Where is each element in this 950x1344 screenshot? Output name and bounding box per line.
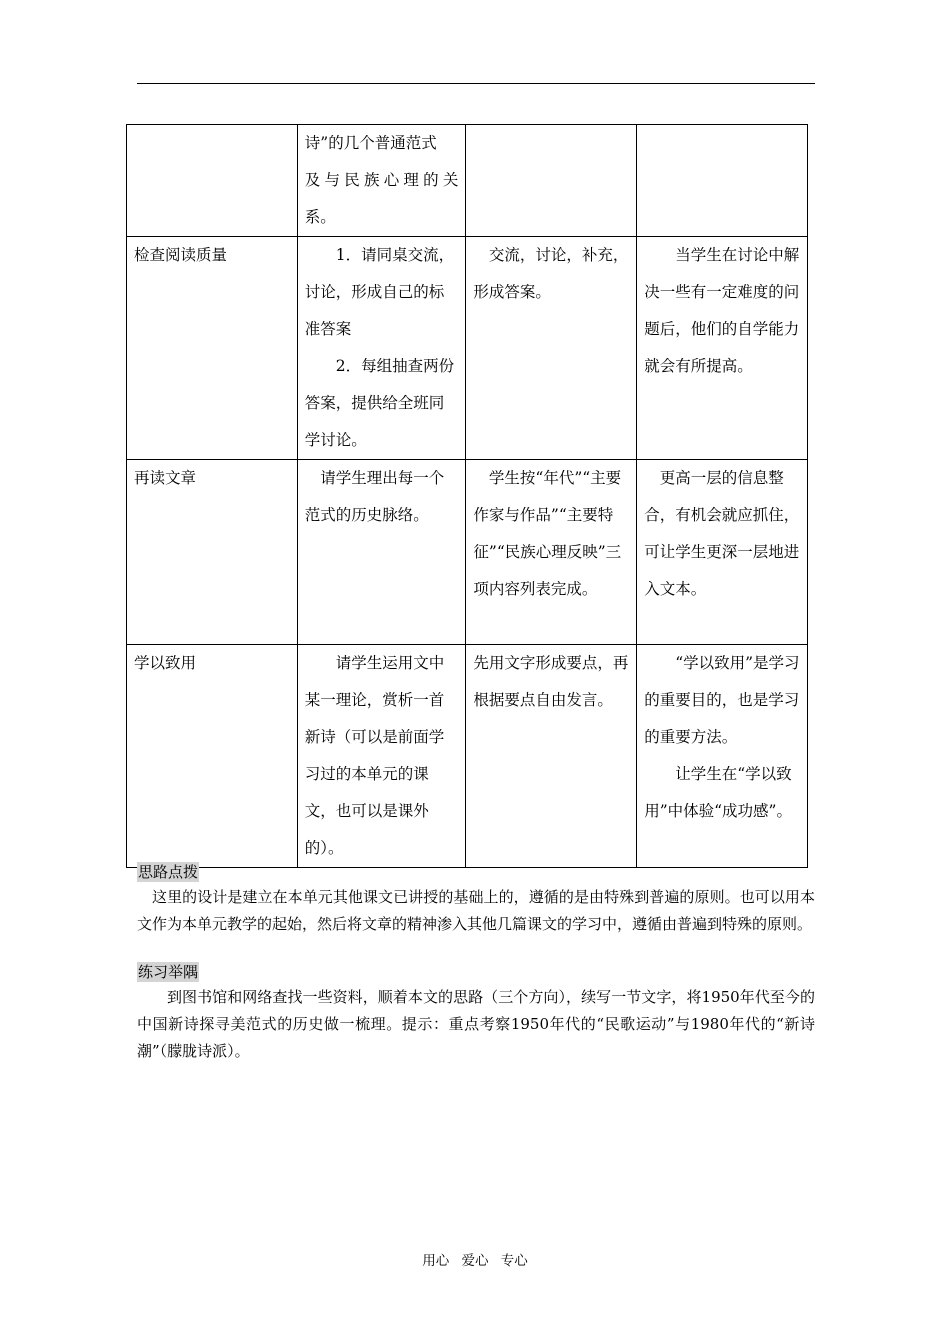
section-heading-practice: 练习举隅 bbox=[138, 963, 199, 981]
table-row bbox=[127, 645, 808, 868]
cell-text: “学以致用”是学习的重要目的，也是学习的重要方法。 bbox=[644, 654, 800, 746]
cell-text: 让学生在“学以致用”中体验“成功感”。 bbox=[644, 765, 792, 820]
table-row bbox=[127, 460, 808, 645]
table-cell-label bbox=[127, 125, 298, 237]
table-cell-activity bbox=[297, 645, 466, 868]
row-label: 检查阅读质量 bbox=[134, 246, 228, 264]
table-cell-student bbox=[466, 237, 637, 460]
row-label: 再读文章 bbox=[134, 469, 197, 487]
table-cell-label bbox=[127, 237, 298, 460]
table-cell-student bbox=[466, 125, 637, 237]
table-cell-label bbox=[127, 460, 298, 645]
header-rule bbox=[137, 83, 815, 84]
lesson-plan-table bbox=[126, 124, 808, 868]
section-text-practice: 到图书馆和网络查找一些资料，顺着本文的思路（三个方向），续写一节文字，将1950年代至今的中国新诗探寻美范式的历史做一梳理。提示：重点考察1950年代的“民歌运动”与1980年代的“新诗潮”（朦胧诗派）。 bbox=[137, 988, 815, 1060]
table-cell-student bbox=[466, 645, 637, 868]
table-row bbox=[127, 125, 808, 237]
cell-text: 请学生理出每一个范式的历史脉络。 bbox=[304, 469, 445, 524]
table-cell-activity bbox=[297, 125, 466, 237]
table-cell-activity bbox=[297, 460, 466, 645]
section-text-thinking: 这里的设计是建立在本单元其他课文已讲授的基础上的，遵循的是由特殊到普遍的原则。也可以用本文作为本单元教学的起始，然后将文章的精神渗入其他几篇课文的学习中，遵循由普遍到特殊的原则。 bbox=[137, 888, 815, 933]
cell-text: 1．请同桌交流， bbox=[335, 246, 455, 264]
row-label: 学以致用 bbox=[134, 654, 197, 672]
cell-text: 请学生运用文中某一理论，赏析一首新诗（可以是前面学习过的本单元的课文，也可以是课外的）。 bbox=[304, 654, 445, 857]
cell-text: 当学生在讨论中解决一些有一定难度的问题后，他们的自学能力就会有所提高。 bbox=[644, 246, 800, 375]
table-cell-label bbox=[127, 645, 298, 868]
table-cell-student bbox=[466, 460, 637, 645]
cell-text: 2．每组抽查两份答案，提供给全班同学讨论。 bbox=[304, 357, 455, 449]
page-footer: 用心 爱心 专心 bbox=[422, 1253, 528, 1269]
cell-text: 更高一层的信息整合，有机会就应抓住，可让学生更深一层地进入文本。 bbox=[644, 469, 800, 598]
table-cell-note bbox=[637, 237, 808, 460]
table-cell-activity bbox=[297, 237, 466, 460]
table-cell-note bbox=[637, 125, 808, 237]
cell-text: 讨论，形成自己的标准答案 bbox=[304, 283, 445, 338]
cell-text: 系。 bbox=[304, 208, 336, 226]
table-cell-note bbox=[637, 460, 808, 645]
cell-text: 及与民族心理的关 bbox=[304, 171, 459, 189]
table-cell-note bbox=[637, 645, 808, 868]
cell-text: 交流，讨论，补充，形成答案。 bbox=[473, 246, 629, 301]
cell-text: 先用文字形成要点，再根据要点自由发言。 bbox=[473, 654, 629, 709]
cell-text: 诗”的几个普通范式 bbox=[304, 134, 437, 152]
cell-text: 学生按“年代”“主要作家与作品”“主要特征”“民族心理反映”三项内容列表完成。 bbox=[473, 469, 622, 598]
section-heading-thinking: 思路点拨 bbox=[138, 863, 199, 881]
table-row bbox=[127, 237, 808, 460]
